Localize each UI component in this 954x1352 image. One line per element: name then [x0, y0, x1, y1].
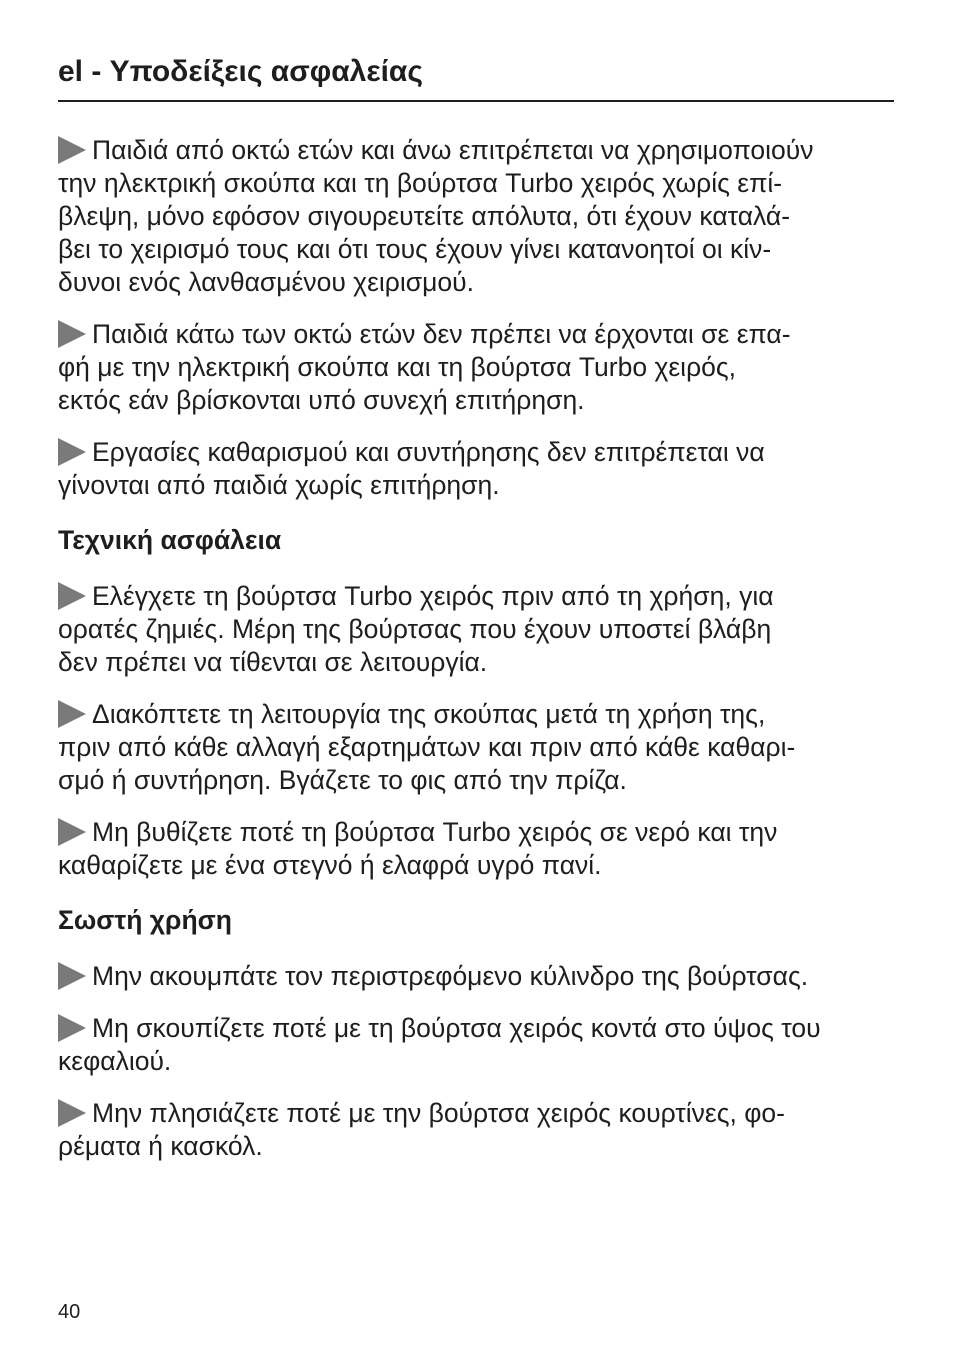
- text-line-content: ορατές ζημιές. Μέρη της βούρτσας που έχουν υποστεί βλάβη: [58, 614, 772, 644]
- text-line: [58, 764, 894, 797]
- safety-instruction: [58, 1012, 894, 1078]
- text-line-content: Μη σκουπίζετε ποτέ με τη βούρτσα χειρός κοντά στο ύψος του: [92, 1013, 821, 1043]
- triangle-right-icon: [58, 1099, 86, 1127]
- text-line: [58, 266, 894, 299]
- text-line: [58, 849, 894, 882]
- safety-instruction: [58, 318, 894, 417]
- text-line: [58, 200, 894, 233]
- text-line-content: την ηλεκτρική σκούπα και τη βούρτσα Turbo χειρός χωρίς επί-: [58, 168, 783, 198]
- triangle-right-icon: [58, 962, 86, 990]
- text-line-content: Μη βυθίζετε ποτέ τη βούρτσα Turbo χειρός σε νερό και την: [92, 817, 778, 847]
- text-line: [58, 1012, 894, 1045]
- text-line-content: δυνοι ενός λανθασμένου χειρισμού.: [58, 267, 474, 297]
- document-body: [58, 134, 894, 1182]
- text-line-content: Παιδιά κάτω των οκτώ ετών δεν πρέπει να έρχονται σε επα-: [92, 319, 791, 349]
- safety-instruction: [58, 698, 894, 797]
- text-line: [58, 1045, 894, 1078]
- text-line: [58, 816, 894, 849]
- text-line: [58, 646, 894, 679]
- text-line: [58, 384, 894, 417]
- text-line-content: Ελέγχετε τη βούρτσα Turbo χειρός πριν από τη χρήση, για: [92, 581, 774, 611]
- text-line-content: πριν από κάθε αλλαγή εξαρτημάτων και πριν από κάθε καθαρι-: [58, 732, 796, 762]
- text-line-content: Μην ακουμπάτε τον περιστρεφόμενο κύλινδρο της βούρτσας.: [92, 961, 809, 991]
- text-line-content: Μην πλησιάζετε ποτέ με την βούρτσα χειρός κουρτίνες, φο-: [92, 1098, 785, 1128]
- text-line: [58, 167, 894, 200]
- text-line-content: καθαρίζετε με ένα στεγνό ή ελαφρά υγρό πανί.: [58, 850, 602, 880]
- triangle-right-icon: [58, 438, 86, 466]
- page-number: 40: [58, 1301, 81, 1323]
- text-line-content: ρέματα ή κασκόλ.: [58, 1131, 263, 1161]
- section-heading: Σωστή χρήση: [58, 905, 232, 935]
- text-line-content: κεφαλιού.: [58, 1046, 172, 1076]
- text-line: [58, 613, 894, 646]
- triangle-right-icon: [58, 136, 86, 164]
- text-line: [58, 731, 894, 764]
- text-line-content: γίνονται από παιδιά χωρίς επιτήρηση.: [58, 470, 500, 500]
- triangle-right-icon: [58, 1014, 86, 1042]
- text-line-content: εκτός εάν βρίσκονται υπό συνεχή επιτήρηση.: [58, 385, 585, 415]
- safety-instruction: [58, 816, 894, 882]
- text-line: [58, 580, 894, 613]
- text-line: [58, 134, 894, 167]
- page-title: el - Υποδείξεις ασφαλείας: [58, 55, 423, 88]
- text-line-content: βλεψη, μόνο εφόσον σιγουρευτείτε απόλυτα, ότι έχουν καταλά-: [58, 201, 791, 231]
- text-line-content: Εργασίες καθαρισμού και συντήρησης δεν επιτρέπεται να: [92, 437, 765, 467]
- safety-instruction: [58, 436, 894, 502]
- text-line: [58, 698, 894, 731]
- safety-instruction: [58, 960, 894, 993]
- triangle-right-icon: [58, 320, 86, 348]
- triangle-right-icon: [58, 818, 86, 846]
- text-line: [58, 1130, 894, 1163]
- text-line-content: σμό ή συντήρηση. Βγάζετε το φις από την πρίζα.: [58, 765, 627, 795]
- triangle-right-icon: [58, 700, 86, 728]
- text-line: [58, 436, 894, 469]
- text-line: [58, 318, 894, 351]
- text-line: [58, 233, 894, 266]
- text-line-content: δεν πρέπει να τίθενται σε λειτουργία.: [58, 647, 488, 677]
- safety-instruction: [58, 134, 894, 299]
- text-line: [58, 351, 894, 384]
- safety-instruction: [58, 580, 894, 679]
- text-line: [58, 960, 894, 993]
- header-divider: [58, 100, 894, 102]
- text-line-content: Διακόπτετε τη λειτουργία της σκούπας μετά τη χρήση της,: [92, 699, 766, 729]
- text-line-content: βει το χειρισμό τους και ότι τους έχουν γίνει κατανοητοί οι κίν-: [58, 234, 772, 264]
- triangle-right-icon: [58, 582, 86, 610]
- text-line-content: φή με την ηλεκτρική σκούπα και τη βούρτσα Turbo χειρός,: [58, 352, 737, 382]
- text-line: [58, 1097, 894, 1130]
- section-heading: Τεχνική ασφάλεια: [58, 525, 282, 555]
- text-line: [58, 469, 894, 502]
- text-line-content: Παιδιά από οκτώ ετών και άνω επιτρέπεται να χρησιμοποιούν: [92, 135, 814, 165]
- safety-instruction: [58, 1097, 894, 1163]
